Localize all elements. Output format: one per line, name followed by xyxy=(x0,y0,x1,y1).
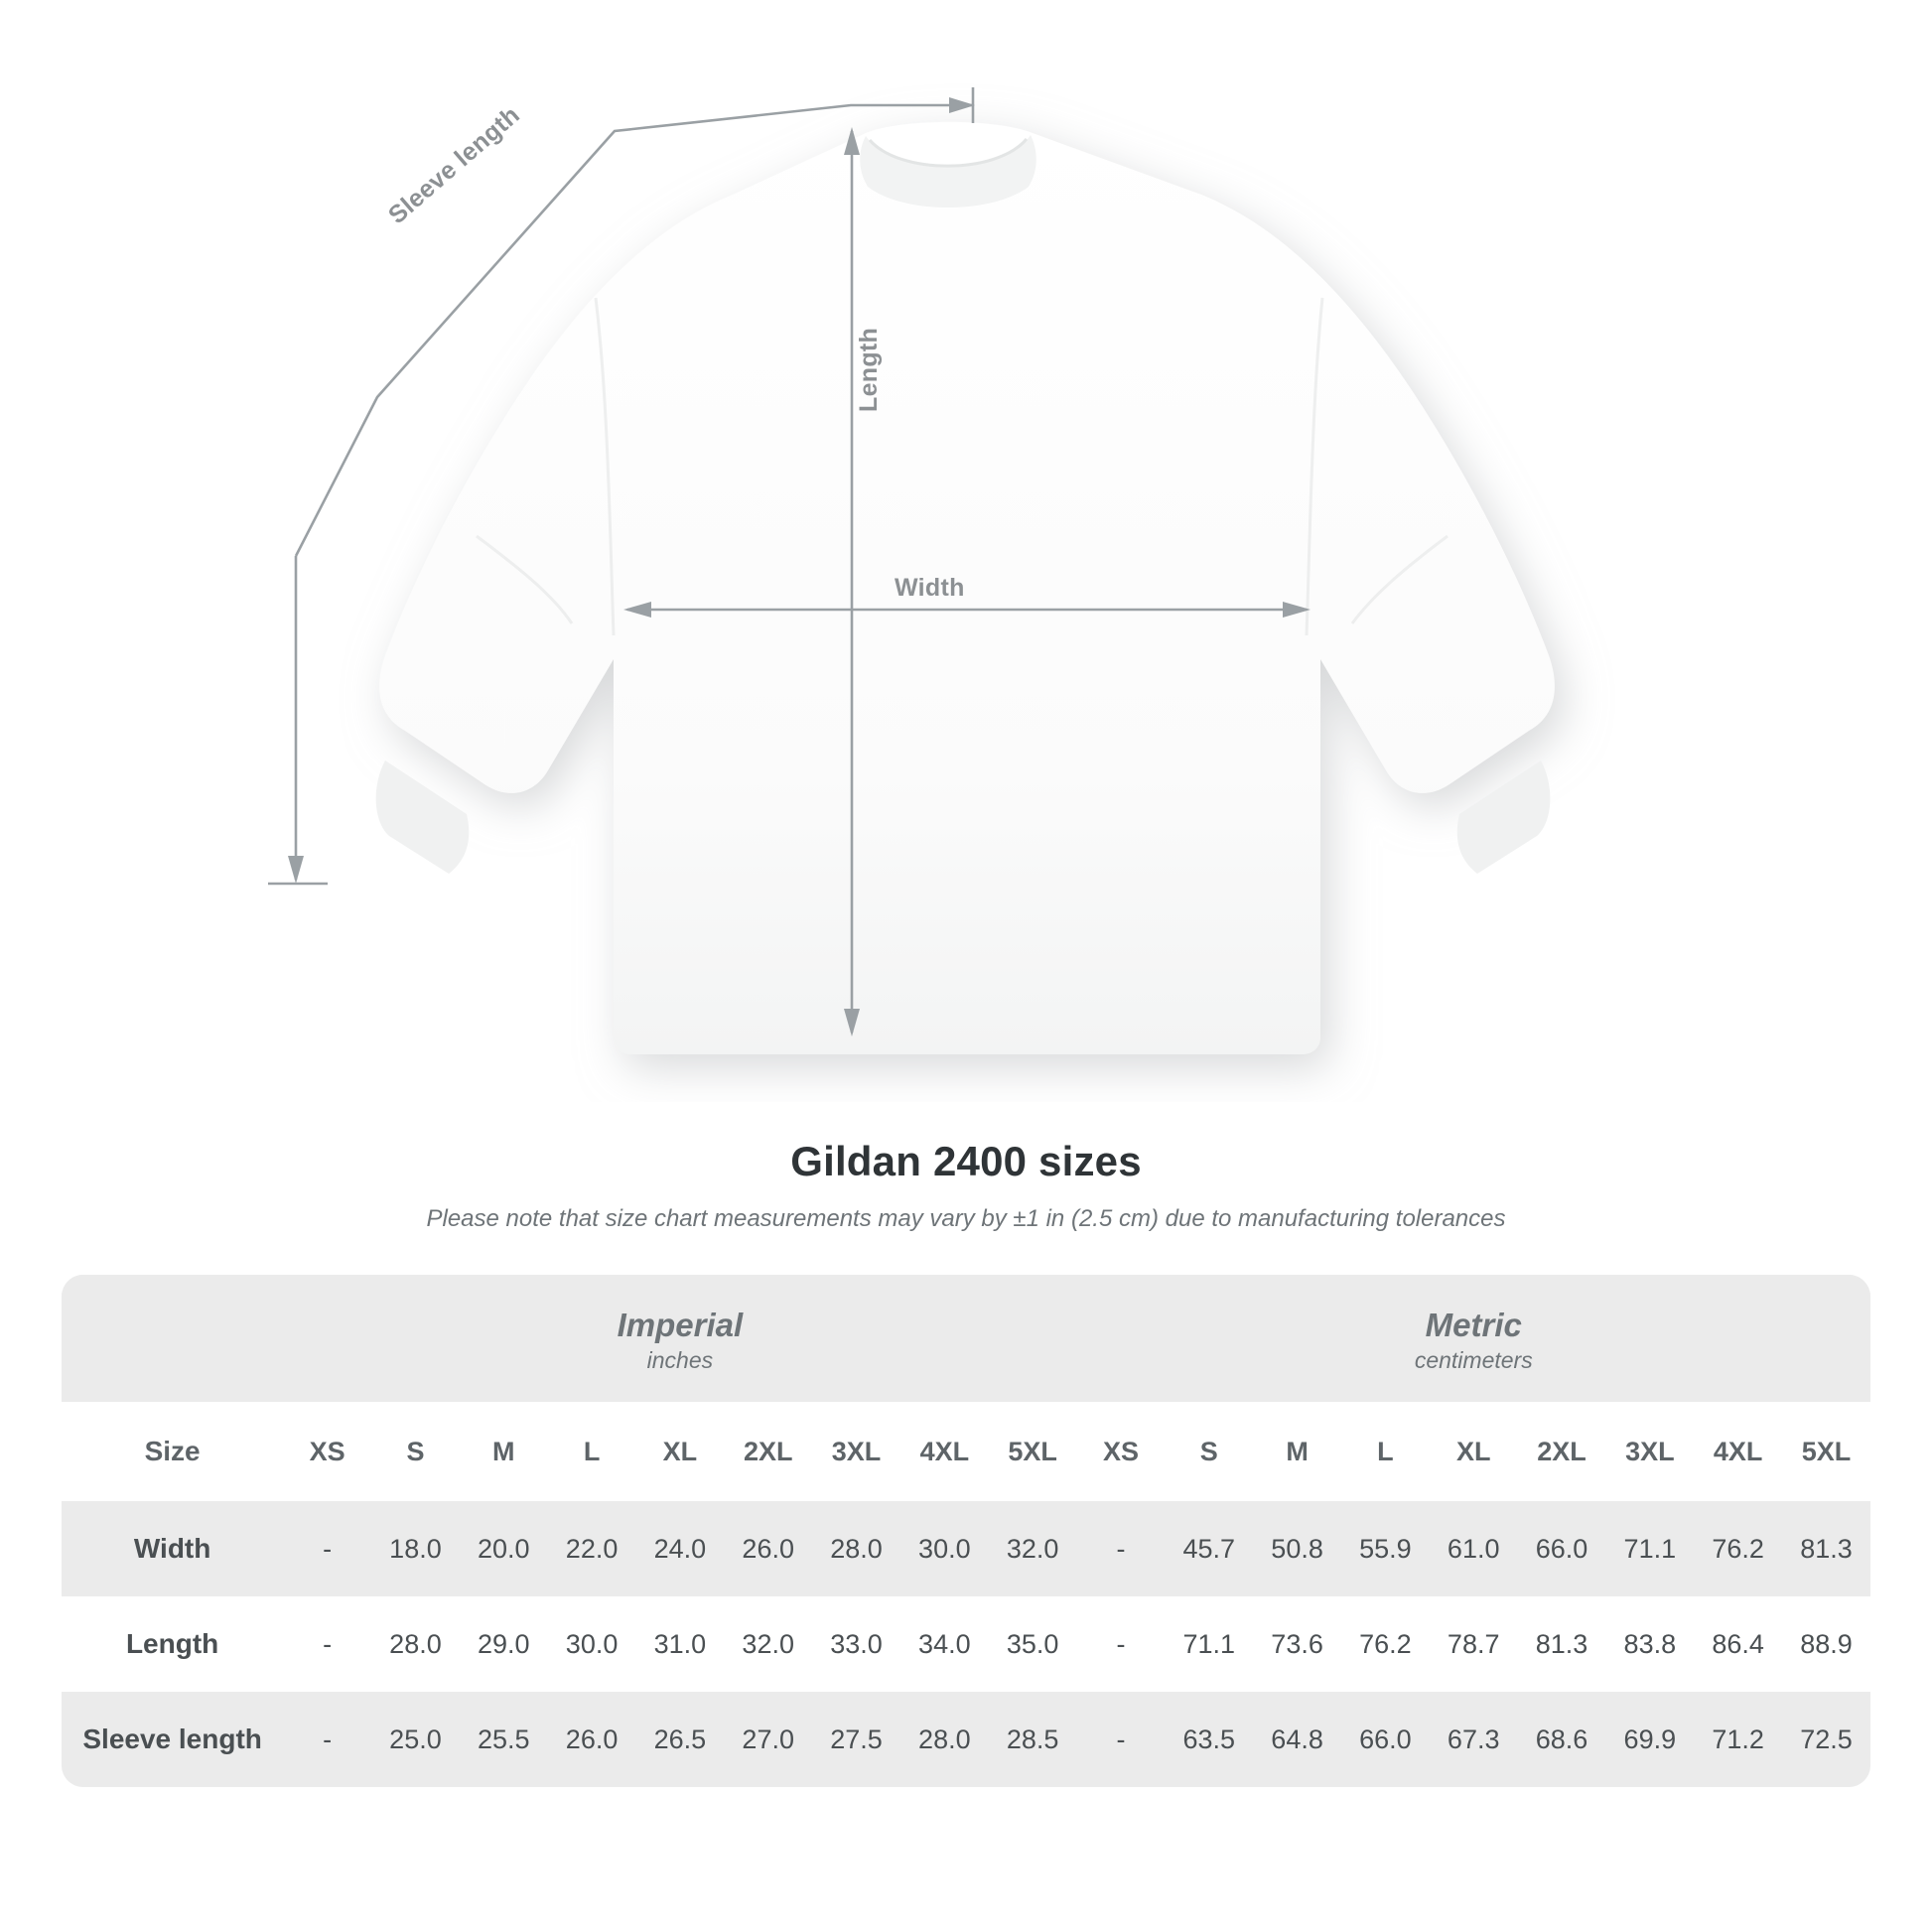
cell-imperial: 26.0 xyxy=(724,1501,812,1596)
size-header-row xyxy=(62,1402,1870,1501)
cell-metric: 76.2 xyxy=(1694,1501,1782,1596)
unit-name: Imperial xyxy=(617,1307,744,1343)
cell-metric: 50.8 xyxy=(1253,1501,1341,1596)
size-header-imperial-2xl: 2XL xyxy=(724,1402,812,1501)
width-label: Width xyxy=(895,574,965,602)
cell-metric: 71.1 xyxy=(1165,1596,1253,1692)
size-header-imperial-xl: XL xyxy=(635,1402,724,1501)
unit-header-imperial xyxy=(283,1275,1076,1402)
cell-imperial: 29.0 xyxy=(460,1596,548,1692)
size-header-imperial-xs: XS xyxy=(283,1402,371,1501)
unit-header-spacer xyxy=(62,1275,283,1402)
size-header-imperial-l: L xyxy=(548,1402,636,1501)
size-header-metric-xl: XL xyxy=(1430,1402,1518,1501)
cell-imperial: 28.0 xyxy=(812,1501,900,1596)
cell-metric: 81.3 xyxy=(1518,1596,1606,1692)
unit-name: Metric xyxy=(1425,1307,1522,1343)
cell-imperial: 32.0 xyxy=(724,1596,812,1692)
cell-imperial: 28.0 xyxy=(900,1692,989,1787)
table-row xyxy=(62,1501,1870,1596)
cuff-right xyxy=(1457,760,1551,874)
cell-metric: 71.1 xyxy=(1605,1501,1694,1596)
cell-imperial: 26.5 xyxy=(635,1692,724,1787)
sleeve-length-label: Sleeve length xyxy=(383,100,525,230)
cell-imperial: 24.0 xyxy=(635,1501,724,1596)
page-title: Gildan 2400 sizes xyxy=(790,1138,1142,1184)
size-header-imperial-s: S xyxy=(371,1402,460,1501)
size-header-imperial-m: M xyxy=(460,1402,548,1501)
table-row xyxy=(62,1692,1870,1787)
size-header-imperial-5xl: 5XL xyxy=(989,1402,1077,1501)
size-header-metric-l: L xyxy=(1341,1402,1430,1501)
cell-imperial: 28.0 xyxy=(371,1596,460,1692)
cell-metric: - xyxy=(1077,1501,1166,1596)
unit-header-row xyxy=(62,1275,1870,1402)
cell-metric: 66.0 xyxy=(1518,1501,1606,1596)
cell-imperial: 30.0 xyxy=(548,1596,636,1692)
size-header-metric-5xl: 5XL xyxy=(1782,1402,1870,1501)
cell-metric: 73.6 xyxy=(1253,1596,1341,1692)
cell-imperial: 20.0 xyxy=(460,1501,548,1596)
size-table xyxy=(62,1275,1870,1787)
size-header-imperial-4xl: 4XL xyxy=(900,1402,989,1501)
cuff-left xyxy=(376,760,470,874)
cell-metric: 72.5 xyxy=(1782,1692,1870,1787)
cell-metric: 81.3 xyxy=(1782,1501,1870,1596)
cell-metric: - xyxy=(1077,1596,1166,1692)
cell-imperial: 26.0 xyxy=(548,1692,636,1787)
cell-imperial: 27.0 xyxy=(724,1692,812,1787)
size-header-metric-4xl: 4XL xyxy=(1694,1402,1782,1501)
cell-metric: 76.2 xyxy=(1341,1596,1430,1692)
size-header-metric-s: S xyxy=(1165,1402,1253,1501)
cell-imperial: 34.0 xyxy=(900,1596,989,1692)
size-header-label: Size xyxy=(62,1402,283,1501)
cell-metric: 69.9 xyxy=(1605,1692,1694,1787)
cell-imperial: 18.0 xyxy=(371,1501,460,1596)
size-header-imperial-3xl: 3XL xyxy=(812,1402,900,1501)
cell-imperial: - xyxy=(283,1596,371,1692)
length-label: Length xyxy=(855,327,883,412)
cell-metric: 45.7 xyxy=(1165,1501,1253,1596)
cell-imperial: - xyxy=(283,1501,371,1596)
cell-metric: 63.5 xyxy=(1165,1692,1253,1787)
cell-metric: 64.8 xyxy=(1253,1692,1341,1787)
cell-imperial: - xyxy=(283,1692,371,1787)
size-table-wrapper xyxy=(62,1275,1870,1787)
size-header-metric-xs: XS xyxy=(1077,1402,1166,1501)
shirt-body-shape xyxy=(379,122,1555,1054)
unit-subtitle: centimeters xyxy=(1414,1347,1533,1374)
cell-metric: 71.2 xyxy=(1694,1692,1782,1787)
size-header-metric-m: M xyxy=(1253,1402,1341,1501)
row-label: Sleeve length xyxy=(62,1692,283,1787)
row-label: Length xyxy=(62,1596,283,1692)
cell-metric: 88.9 xyxy=(1782,1596,1870,1692)
cell-metric: 68.6 xyxy=(1518,1692,1606,1787)
tolerance-note: Please note that size chart measurements may vary by ±1 in (2.5 cm) due to manufacturing tolerances xyxy=(426,1205,1506,1232)
cell-imperial: 28.5 xyxy=(989,1692,1077,1787)
cell-metric: 61.0 xyxy=(1430,1501,1518,1596)
cell-imperial: 25.0 xyxy=(371,1692,460,1787)
table-row xyxy=(62,1596,1870,1692)
cell-imperial: 33.0 xyxy=(812,1596,900,1692)
cell-metric: 67.3 xyxy=(1430,1692,1518,1787)
cell-metric: 83.8 xyxy=(1605,1596,1694,1692)
cell-metric: 78.7 xyxy=(1430,1596,1518,1692)
cell-imperial: 31.0 xyxy=(635,1596,724,1692)
cell-metric: 66.0 xyxy=(1341,1692,1430,1787)
cell-metric: - xyxy=(1077,1692,1166,1787)
cell-imperial: 22.0 xyxy=(548,1501,636,1596)
cell-metric: 55.9 xyxy=(1341,1501,1430,1596)
cell-imperial: 35.0 xyxy=(989,1596,1077,1692)
unit-subtitle: inches xyxy=(646,1347,714,1374)
cell-imperial: 27.5 xyxy=(812,1692,900,1787)
unit-header-metric xyxy=(1077,1275,1870,1402)
cell-imperial: 32.0 xyxy=(989,1501,1077,1596)
cell-imperial: 25.5 xyxy=(460,1692,548,1787)
size-header-metric-2xl: 2XL xyxy=(1518,1402,1606,1501)
cell-metric: 86.4 xyxy=(1694,1596,1782,1692)
title-block xyxy=(0,1138,1932,1233)
row-label: Width xyxy=(62,1501,283,1596)
cell-imperial: 30.0 xyxy=(900,1501,989,1596)
size-header-metric-3xl: 3XL xyxy=(1605,1402,1694,1501)
